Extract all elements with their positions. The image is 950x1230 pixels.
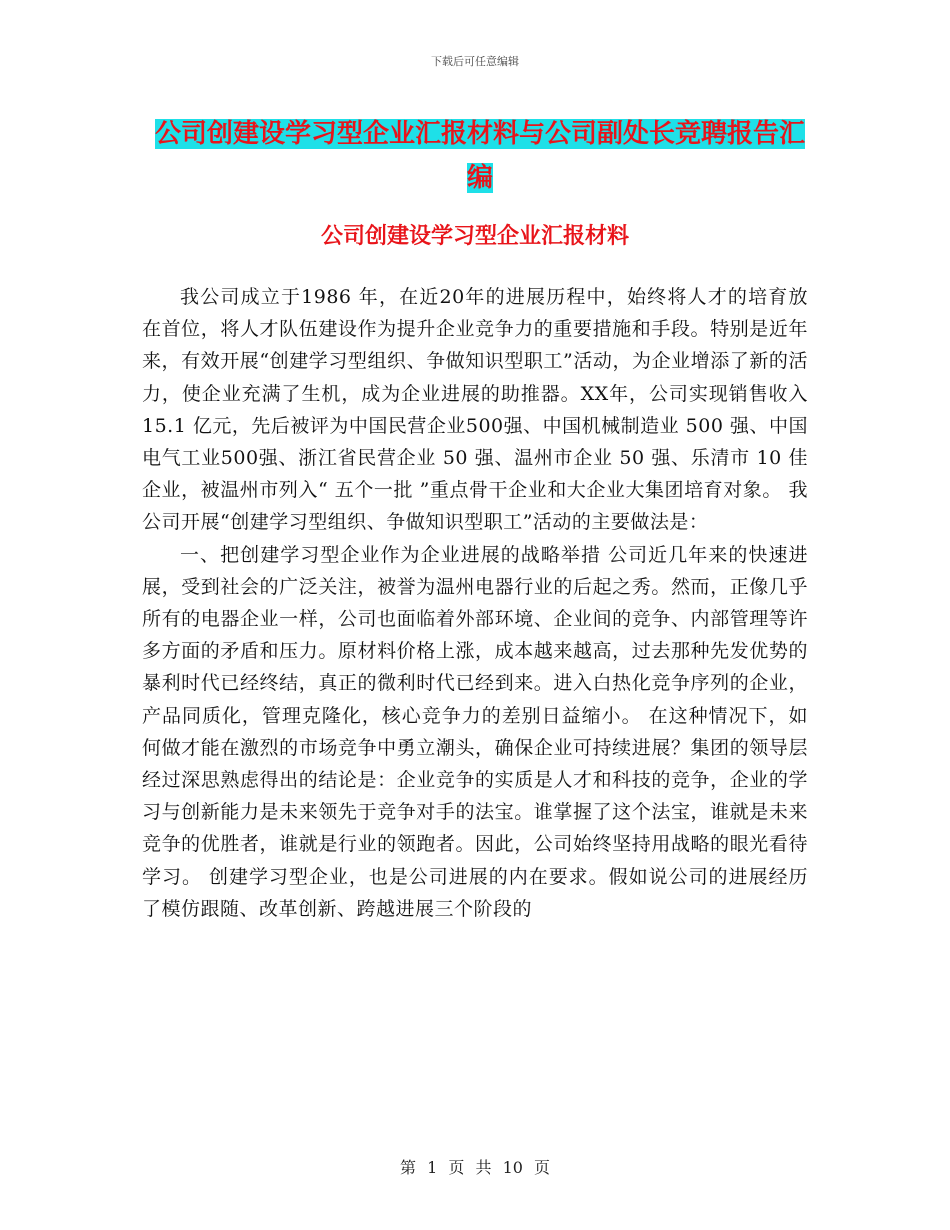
- paragraph: 一、把创建学习型企业作为企业进展的战略举措 公司近几年来的快速进展，受到社会的广泛关注，被誉为温州电器行业的后起之秀。然而，正像几乎所有的电器企业一样，公司也面临着外部环境、企业间的竞争、内部管理等许多方面的矛盾和压力。原材料价格上涨，成本越来越高，过去那种先发优势的暴利时代已经终结，真正的微利时代已经到来。进入白热化竞争序列的企业，产品同质化，管理克隆化，核心竞争力的差别日益缩小。 在这种情况下，如何做才能在激烈的市场竞争中勇立潮头，确保企业可持续进展？集团的领导层经过深思熟虑得出的结论是：企业竞争的实质是人才和科技的竞争，企业的学习与创新能力是未来领先于竞争对手的法宝。谁掌握了这个法宝，谁就是未来竞争的优胜者，谁就是行业的领跑者。因此，公司始终坚持用战略的眼光看待学习。 创建学习型企业，也是公司进展的内在要求。假如说公司的进展经历了模仿跟随、改革创新、跨越进展三个阶段的: [142, 543, 808, 920]
- body-text: [142, 281, 808, 925]
- page-footer: [0, 1155, 950, 1178]
- footer-label-total: 共: [475, 1158, 492, 1177]
- paragraph: 我公司成立于1986 年，在近20年的进展历程中，始终将人才的培育放在首位，将人才队伍建设作为提升企业竞争力的重要措施和手段。特别是近年来，有效开展“创建学习型组织、争做知识型职工”活动，为企业增添了新的活力，使企业充满了生机，成为企业进展的助推器。XX年，公司实现销售收入15.1 亿元，先后被评为中国民营企业500强、中国机械制造业 500 强、中国电气工业500强、浙江省民营企业 50 强、温州市企业 50 强、乐清市 10 佳企业，被温州市列入“ 五个一批 ”重点骨干企业和大企业大集团培育对象。 我公司开展“创建学习型组织、争做知识型职工”活动的主要做法是：: [142, 286, 808, 534]
- footer-label-page-unit: 页: [448, 1158, 465, 1177]
- document-title-text: 公司创建设学习型企业汇报材料与公司副处长竞聘报告汇编: [154, 119, 805, 193]
- document-title: [150, 112, 810, 200]
- footer-total-pages: 10: [502, 1158, 523, 1177]
- footer-label-total-unit: 页: [534, 1158, 551, 1177]
- header-note: 下载后可任意编辑: [431, 55, 519, 68]
- section-title: 公司创建设学习型企业汇报材料: [320, 224, 629, 249]
- footer-label-page: 第: [399, 1158, 416, 1177]
- footer-current-page: 1: [427, 1158, 438, 1177]
